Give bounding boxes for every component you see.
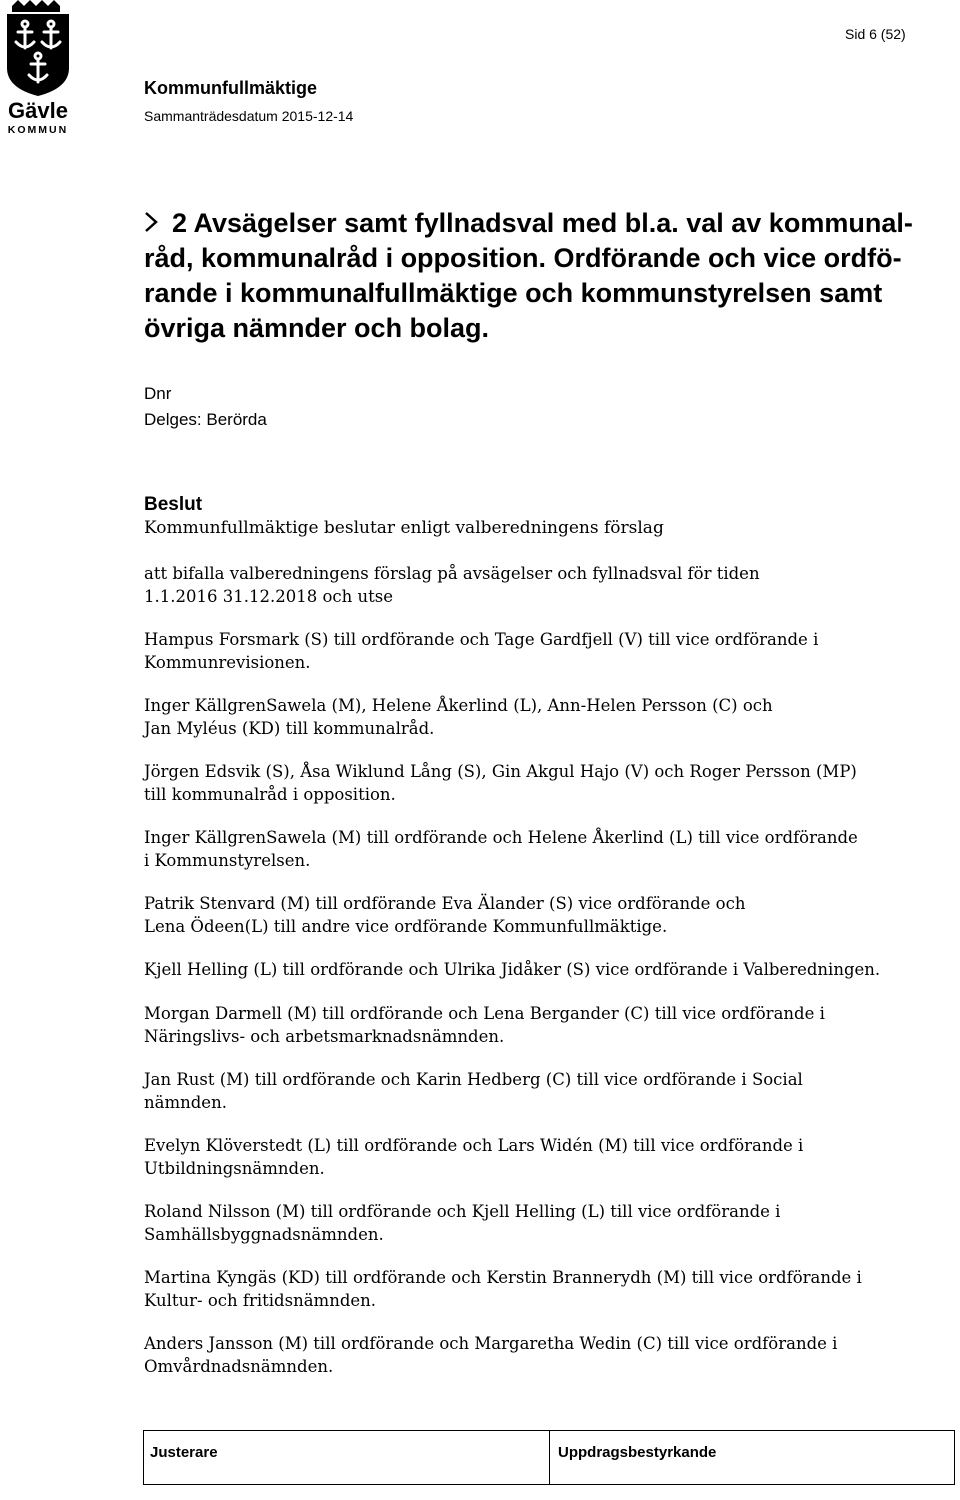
organization-name: Kommunfullmäktige <box>144 78 318 98</box>
paragraph-line: i Kommunstyrelsen. <box>144 851 311 870</box>
paragraph-line: till kommunalråd i opposition. <box>144 785 396 804</box>
paragraph-line: Jan Rust (M) till ordförande och Karin Hedberg (C) till vice ordförande i Social <box>144 1070 803 1089</box>
paragraph-line: Jan Myléus (KD) till kommunalråd. <box>144 719 435 738</box>
paragraph-line: Kommunrevisionen. <box>144 653 311 672</box>
decision-paragraph <box>144 1134 944 1180</box>
uppdragsbestyrkande-cell <box>549 1431 954 1484</box>
paragraph-line: Jörgen Edsvik (S), Åsa Wiklund Lång (S), Gin Akgul Hajo (V) och Roger Persson (MP) <box>144 762 857 781</box>
paragraph-line: Evelyn Klöverstedt (L) till ordförande och Lars Widén (M) till vice ordförande i <box>144 1136 804 1155</box>
paragraph-line: nämnden. <box>144 1093 227 1112</box>
section-heading <box>144 206 934 346</box>
paragraph-line: Morgan Darmell (M) till ordförande och Lena Bergander (C) till vice ordförande i <box>144 1004 825 1023</box>
decision-paragraph <box>144 1068 944 1114</box>
beslut-intro: Kommunfullmäktige beslutar enligt valberedningens förslag <box>144 518 664 538</box>
justerare-cell <box>144 1431 549 1484</box>
heading-line-text: 2 Avsägelser samt fyllnadsval med bl.a. val av kommunal- <box>172 208 913 238</box>
paragraph-line: Samhällsbyggnadsnämnden. <box>144 1225 384 1244</box>
paragraph-line: Kultur- och fritidsnämnden. <box>144 1291 377 1310</box>
decision-paragraph <box>144 1332 944 1378</box>
decision-paragraph <box>144 1200 944 1246</box>
decision-paragraph <box>144 892 944 938</box>
heading-line: övriga nämnder och bolag. <box>144 313 490 343</box>
heading-line <box>144 206 934 241</box>
coat-of-arms-icon <box>0 0 76 136</box>
paragraph-line: 1.1.2016 31.12.2018 och utse <box>144 587 393 606</box>
decision-paragraph <box>144 958 944 981</box>
logo-subtitle: KOMMUN <box>7 124 69 136</box>
heading-line: rande i kommunalfullmäktige och kommunstyrelsen samt <box>144 278 883 308</box>
justerare-label: Justerare <box>150 1444 218 1461</box>
gavle-kommun-logo <box>0 0 76 136</box>
decision-paragraph <box>144 826 944 872</box>
paragraph-line: Anders Jansson (M) till ordförande och Margaretha Wedin (C) till vice ordförande i <box>144 1334 838 1353</box>
paragraph-line: Utbildningsnämnden. <box>144 1159 325 1178</box>
section-marker-icon <box>144 211 166 233</box>
dnr-label: Dnr <box>144 384 172 403</box>
beslut-heading: Beslut <box>144 494 203 515</box>
paragraph-line: att bifalla valberedningens förslag på avsägelser och fyllnadsval för tiden <box>144 564 760 583</box>
meeting-date: Sammanträdesdatum 2015-12-14 <box>144 108 354 124</box>
decision-paragraph <box>144 694 944 740</box>
paragraph-line: Roland Nilsson (M) till ordförande och Kjell Helling (L) till vice ordförande i <box>144 1202 781 1221</box>
paragraph-line: Hampus Forsmark (S) till ordförande och Tage Gardfjell (V) till vice ordförande i <box>144 630 819 649</box>
decision-paragraph <box>144 562 944 608</box>
paragraph-line: Omvårdnadsnämnden. <box>144 1357 334 1376</box>
paragraph-line: Kjell Helling (L) till ordförande och Ulrika Jidåker (S) vice ordförande i Valberedningen. <box>144 960 881 979</box>
decision-paragraph <box>144 1002 944 1048</box>
page-number: Sid 6 (52) <box>845 26 906 42</box>
decision-paragraph <box>144 1266 944 1312</box>
paragraph-line: Martina Kyngäs (KD) till ordförande och Kerstin Brannerydh (M) till vice ordförande i <box>144 1268 862 1287</box>
paragraph-line: Inger KällgrenSawela (M) till ordförande och Helene Åkerlind (L) till vice ordförande <box>144 828 858 847</box>
logo-name: Gävle <box>8 98 68 123</box>
decision-paragraph <box>144 760 944 806</box>
paragraph-line: Näringslivs- och arbetsmarknadsnämnden. <box>144 1027 505 1046</box>
paragraph-line: Lena Ödeen(L) till andre vice ordförande Kommunfullmäktige. <box>144 917 668 936</box>
signature-table <box>143 1431 955 1485</box>
uppdragsbestyrkande-label: Uppdragsbestyrkande <box>558 1444 717 1461</box>
decision-paragraph <box>144 628 944 674</box>
paragraph-line: Patrik Stenvard (M) till ordförande Eva Älander (S) vice ordförande och <box>144 894 746 913</box>
heading-line: råd, kommunalråd i opposition. Ordförande och vice ordfö- <box>144 243 902 273</box>
paragraph-line: Inger KällgrenSawela (M), Helene Åkerlind (L), Ann-Helen Persson (C) och <box>144 696 773 715</box>
delges-label: Delges: Berörda <box>144 410 267 429</box>
